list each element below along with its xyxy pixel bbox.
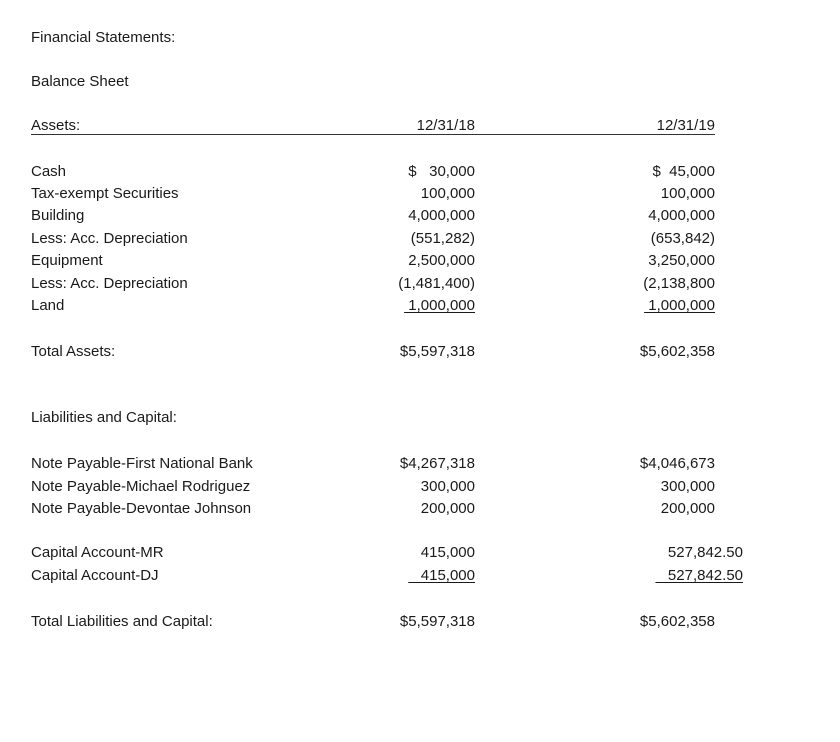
row-label: Land: [31, 297, 65, 314]
value-2018: 2,500,000: [408, 252, 475, 269]
column-header-2018: 12/31/18: [416, 117, 475, 134]
value-2019: 527,842.50: [655, 567, 743, 584]
value-2019: 300,000: [660, 478, 715, 495]
value-2018: $5,597,318: [399, 613, 475, 630]
value-2018: (1,481,400): [398, 275, 475, 292]
row-label: Cash: [31, 163, 67, 180]
value-2019: $ 45,000: [652, 163, 715, 180]
row-label: Less: Acc. Depreciation: [31, 230, 188, 247]
row-label: Note Payable-First National Bank: [31, 455, 253, 472]
value-2018: $4,267,318: [399, 455, 475, 472]
column-header-2019: 12/31/19: [656, 117, 715, 134]
value-2018: 415,000: [408, 567, 475, 584]
value-2018: (551,282): [410, 230, 475, 247]
balance-sheet-heading: Balance Sheet: [31, 73, 129, 90]
value-2019: (653,842): [650, 230, 715, 247]
value-2019: 200,000: [660, 500, 715, 517]
row-label: Total Assets:: [31, 343, 116, 360]
value-2019: (2,138,800: [643, 275, 715, 292]
row-label: Note Payable-Devontae Johnson: [31, 500, 252, 517]
value-2019: 3,250,000: [648, 252, 715, 269]
value-2019: 527,842.50: [667, 544, 743, 561]
value-2018: 200,000: [420, 500, 475, 517]
row-label: Capital Account-DJ: [31, 567, 159, 584]
row-label: Note Payable-Michael Rodriguez: [31, 478, 251, 495]
value-2018: 1,000,000: [404, 297, 475, 314]
value-2019: 100,000: [660, 185, 715, 202]
value-2018: 415,000: [420, 544, 475, 561]
value-2018: 4,000,000: [408, 207, 475, 224]
row-label: Total Liabilities and Capital:: [31, 613, 213, 630]
document-title: Financial Statements:: [31, 29, 176, 46]
value-2019: $5,602,358: [639, 613, 715, 630]
value-2018: $ 30,000: [408, 163, 475, 180]
row-label: Tax-exempt Securities: [31, 185, 179, 202]
header-divider: [31, 134, 715, 135]
value-2018: 300,000: [420, 478, 475, 495]
row-label: Less: Acc. Depreciation: [31, 275, 188, 292]
assets-heading: Assets:: [31, 117, 81, 134]
value-2018: $5,597,318: [399, 343, 475, 360]
value-2019: $4,046,673: [639, 455, 715, 472]
value-2019: 4,000,000: [648, 207, 715, 224]
value-2018: 100,000: [420, 185, 475, 202]
row-label: Capital Account-MR: [31, 544, 164, 561]
row-label: Building: [31, 207, 85, 224]
section-heading: Liabilities and Capital:: [31, 409, 177, 426]
row-label: Equipment: [31, 252, 103, 269]
value-2019: $5,602,358: [639, 343, 715, 360]
value-2019: 1,000,000: [644, 297, 715, 314]
